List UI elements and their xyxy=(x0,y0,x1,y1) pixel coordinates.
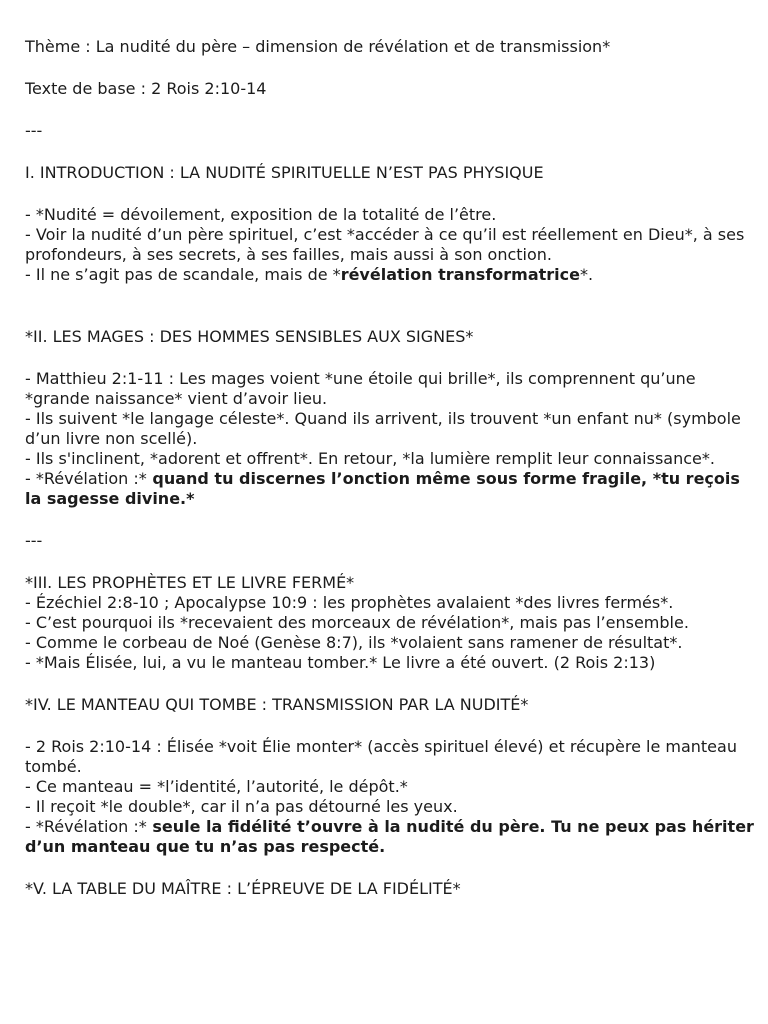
section-4-line-3: - Il reçoit *le double*, car il n’a pas détourné les yeux. xyxy=(25,797,458,816)
base-text: Texte de base : 2 Rois 2:10-14 xyxy=(25,79,267,98)
section-2-line-2: - Ils suivent *le langage céleste*. Quand ils arrivent, ils trouvent *un enfant nu* (symbole d’un livre non scellé). xyxy=(25,409,741,448)
section-1-line-3-prefix: - Il ne s’agit pas de scandale, mais de * xyxy=(25,265,341,284)
section-2-line-4-prefix: - *Révélation :* xyxy=(25,469,147,488)
section-4-line-2: - Ce manteau = *l’identité, l’autorité, le dépôt.* xyxy=(25,777,408,796)
section-2-heading: *II. LES MAGES : DES HOMMES SENSIBLES AUX SIGNES* xyxy=(25,327,474,346)
separator-2: --- xyxy=(25,531,43,550)
section-3-line-1: - Ézéchiel 2:8-10 ; Apocalypse 10:9 : les prophètes avalaient *des livres fermés*. xyxy=(25,593,674,612)
section-2-line-3: - Ils s'inclinent, *adorent et offrent*. En retour, *la lumière remplit leur connaissance*. xyxy=(25,449,715,468)
section-3-line-3: - Comme le corbeau de Noé (Genèse 8:7), ils *volaient sans ramener de résultat*. xyxy=(25,633,683,652)
section-4-line-4-prefix: - *Révélation :* xyxy=(25,817,147,836)
section-5-heading: *V. LA TABLE DU MAÎTRE : L’ÉPREUVE DE LA FIDÉLITÉ* xyxy=(25,879,461,898)
section-1-line-2: - Voir la nudité d’un père spirituel, c’est *accéder à ce qu’il est réellement en Dieu*, à ses profondeurs, à ses secrets, à ses failles, mais aussi à son onction. xyxy=(25,225,745,264)
section-1-line-3-bold: révélation transformatrice xyxy=(340,265,580,284)
section-2-line-1: - Matthieu 2:1-11 : Les mages voient *une étoile qui brille*, ils comprennent qu’une *grande naissance* vient d’avoir lieu. xyxy=(25,369,696,408)
document-page xyxy=(25,37,755,899)
section-1-line-3 xyxy=(25,265,755,285)
section-4-line-4 xyxy=(25,817,755,857)
section-1-heading: I. INTRODUCTION : LA NUDITÉ SPIRITUELLE N’EST PAS PHYSIQUE xyxy=(25,163,544,182)
section-4-line-1: - 2 Rois 2:10-14 : Élisée *voit Élie monter* (accès spirituel élevé) et récupère le manteau tombé. xyxy=(25,737,737,776)
section-1-line-3-suffix: *. xyxy=(580,265,594,284)
section-4-heading: *IV. LE MANTEAU QUI TOMBE : TRANSMISSION PAR LA NUDITÉ* xyxy=(25,695,529,714)
section-1-line-1: - *Nudité = dévoilement, exposition de la totalité de l’être. xyxy=(25,205,497,224)
section-2-line-4-bold: quand tu discernes l’onction même sous forme fragile, *tu reçois la sagesse divine.* xyxy=(25,469,740,508)
section-3-line-2: - C’est pourquoi ils *recevaient des morceaux de révélation*, mais pas l’ensemble. xyxy=(25,613,689,632)
document-theme: Thème : La nudité du père – dimension de révélation et de transmission* xyxy=(25,37,611,56)
section-4-line-4-bold: seule la fidélité t’ouvre à la nudité du père. Tu ne peux pas hériter d’un manteau que tu n’as pas respecté. xyxy=(25,817,754,856)
separator: --- xyxy=(25,121,43,140)
section-2-line-4 xyxy=(25,469,755,509)
section-3-heading: *III. LES PROPHÈTES ET LE LIVRE FERMÉ* xyxy=(25,573,355,592)
section-3-line-4: - *Mais Élisée, lui, a vu le manteau tomber.* Le livre a été ouvert. (2 Rois 2:13) xyxy=(25,653,656,672)
